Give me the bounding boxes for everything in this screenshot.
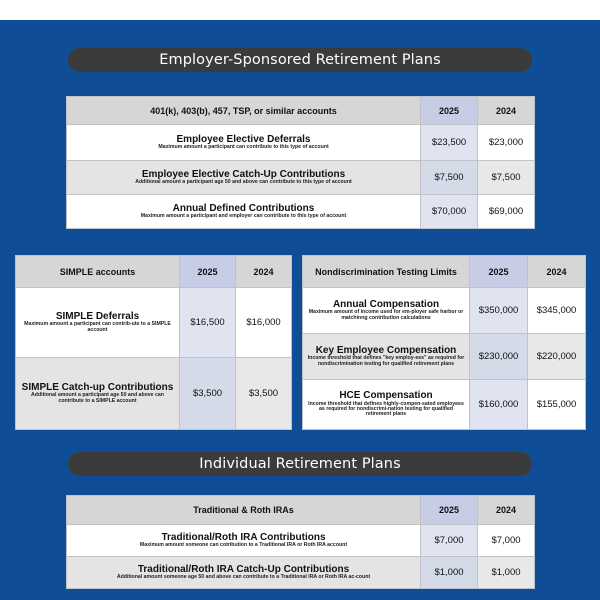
table-row: [303, 334, 586, 380]
column-header-2024: 2024: [478, 97, 535, 125]
value-2025: $1,000: [421, 557, 478, 589]
table-header-row: [67, 97, 535, 125]
value-2025: $230,000: [470, 334, 528, 380]
value-2024: $155,000: [528, 380, 586, 430]
value-2024: $7,500: [478, 161, 535, 195]
row-title: Key Employee Compensation: [315, 344, 457, 356]
employer-plans-table: [66, 96, 535, 229]
table-row: [67, 125, 535, 161]
row-title: HCE Compensation: [339, 390, 433, 402]
value-2025: $23,500: [421, 125, 478, 161]
row-title: Annual Defined Contributions: [172, 202, 315, 214]
value-2025: $3,500: [180, 358, 236, 430]
value-2024: $7,000: [478, 525, 535, 557]
column-header-2024: 2024: [236, 256, 292, 288]
table-header-row: [67, 496, 535, 525]
table-row: [303, 380, 586, 430]
row-title: Traditional/Roth IRA Catch-Up Contributions: [137, 563, 350, 575]
column-header-account-type: SIMPLE accounts: [16, 256, 180, 288]
row-title: SIMPLE Deferrals: [55, 310, 140, 322]
row-description: Maximum amount someone can cotribution to a Traditional IRA or Roth IRA account: [139, 542, 348, 549]
row-description: Maximum amount a participant and employer can contribute to this type of account: [140, 213, 347, 220]
individual-section-title: Individual Retirement Plans: [68, 452, 532, 476]
column-header-2025: 2025: [180, 256, 236, 288]
value-2025: $160,000: [470, 380, 528, 430]
table-row: [67, 525, 535, 557]
nondiscrimination-limits-table: [302, 255, 586, 430]
row-description: Maximum amount a participant can contribute to this type of account: [158, 144, 329, 151]
row-title: Traditional/Roth IRA Contributions: [161, 531, 326, 543]
individual-plans-table: [66, 495, 535, 589]
value-2025: $16,500: [180, 288, 236, 358]
table-row: [67, 161, 535, 195]
column-header-2024: 2024: [528, 256, 586, 288]
value-2024: $3,500: [236, 358, 292, 430]
column-header-account-type: 401(k), 403(b), 457, TSP, or similar accounts: [67, 97, 421, 125]
value-2025: $70,000: [421, 195, 478, 229]
row-description: Additional amount a participant age 50 and above can contribute to this type of account: [135, 179, 352, 186]
value-2025: $350,000: [470, 288, 528, 334]
row-title: Employee Elective Catch-Up Contributions: [141, 168, 346, 180]
simple-accounts-table: [15, 255, 292, 430]
value-2024: $69,000: [478, 195, 535, 229]
value-2024: $23,000: [478, 125, 535, 161]
row-description: Additional amount someone age 50 and above can contribute to a Traditional IRA or Roth IRA ac-count: [116, 574, 371, 581]
table-header-row: [303, 256, 586, 288]
value-2024: $345,000: [528, 288, 586, 334]
value-2025: $7,000: [421, 525, 478, 557]
table-row: [67, 557, 535, 589]
column-header-2025: 2025: [470, 256, 528, 288]
row-description: Income threshold that defines "key employ-ees" as required for nondiscrimination testing for qualified retirement plans: [307, 355, 465, 367]
value-2024: $220,000: [528, 334, 586, 380]
table-header-row: [16, 256, 292, 288]
employer-section-title: Employer-Sponsored Retirement Plans: [68, 48, 532, 72]
row-title: Annual Compensation: [332, 298, 440, 310]
row-description: Maximum amount of income used for em-ployer safe harbor or matchinng contribution calculations: [308, 309, 464, 321]
table-row: [67, 195, 535, 229]
table-row: [16, 358, 292, 430]
table-row: [303, 288, 586, 334]
table-row: [16, 288, 292, 358]
column-header-2024: 2024: [478, 496, 535, 525]
row-description: Maximum amount a participant can contrib-ute to a SIMPLE account: [24, 321, 171, 333]
row-description: Income threshold that defines highly-compen-sated employees as required for nondiscrimi-nation testing for qualified retirement plans: [308, 400, 464, 418]
column-header-limit-type: Nondiscrimination Testing Limits: [303, 256, 470, 288]
row-title: SIMPLE Catch-up Contributions: [21, 381, 174, 393]
row-title: Employee Elective Deferrals: [176, 133, 311, 145]
value-2024: $16,000: [236, 288, 292, 358]
value-2025: $7,500: [421, 161, 478, 195]
value-2024: $1,000: [478, 557, 535, 589]
column-header-2025: 2025: [421, 97, 478, 125]
row-description: Additional amount a participant age 50 and above can contribute to a SIMPLE account: [31, 392, 164, 404]
column-header-account-type: Traditional & Roth IRAs: [67, 496, 421, 525]
column-header-2025: 2025: [421, 496, 478, 525]
